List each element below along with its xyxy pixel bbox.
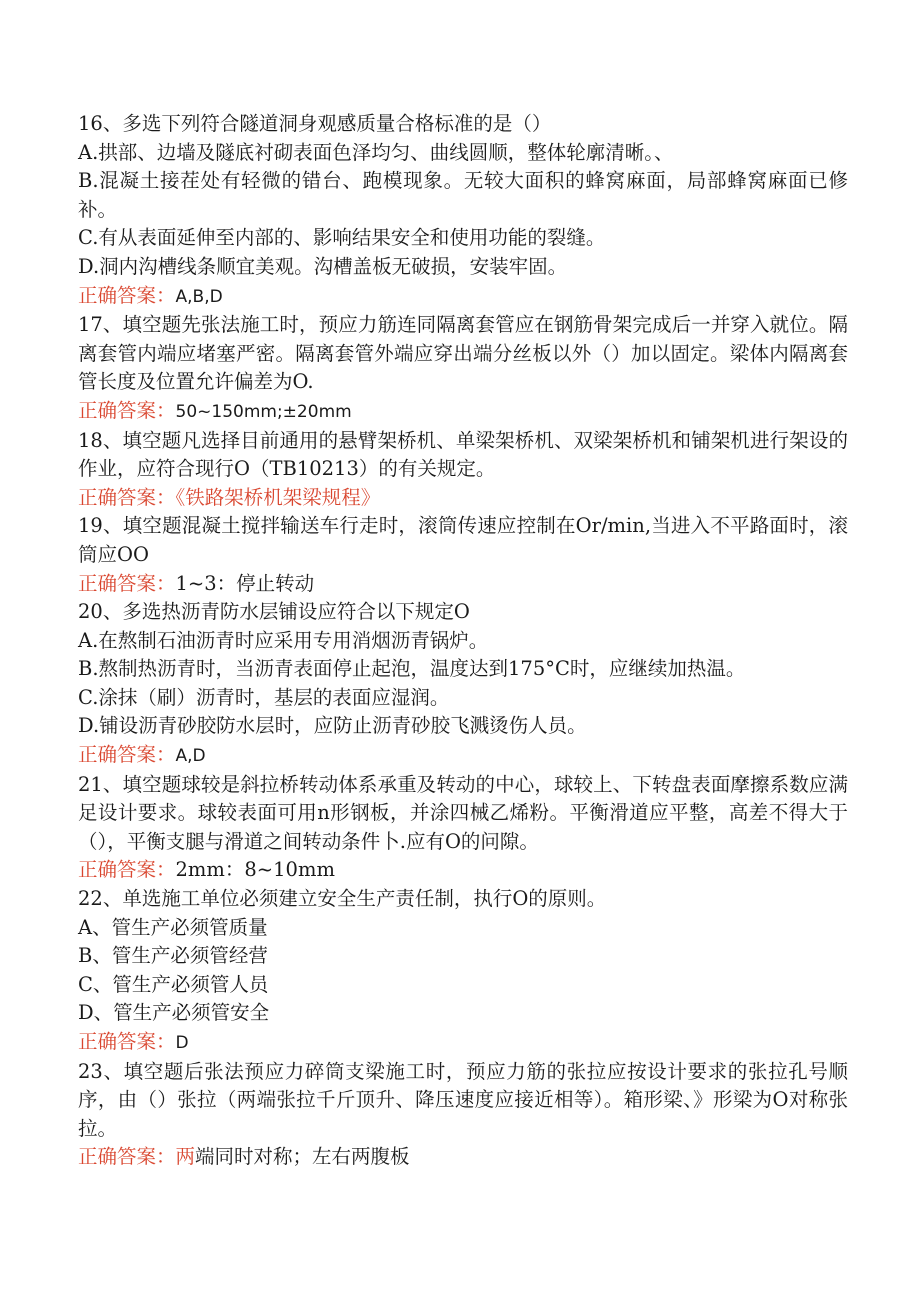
answer-value: A,D bbox=[175, 746, 206, 767]
answer-label: 正确答案： bbox=[78, 858, 176, 882]
question-stem: 16、多选下列符合隧道洞身观感质量合格标准的是（） bbox=[78, 112, 552, 135]
answer-value: 1~3：停止转动 bbox=[175, 571, 315, 595]
answer-value: 《铁路架桥机架梁规程》 bbox=[175, 485, 381, 509]
question-17 bbox=[78, 311, 848, 426]
correct-answer bbox=[78, 282, 848, 312]
question-stem: 23、填空题后张法预应力碎筒支梁施工时，预应力筋的张拉应按设计要求的张拉孔号顺序，由（）张拉（两端张拉千斤顶升、降压速度应接近相等）。箱形梁、》形梁为O对称张拉。 bbox=[78, 1059, 848, 1140]
answer-label: 正确答案： bbox=[78, 1145, 176, 1169]
correct-answer bbox=[78, 1028, 848, 1058]
question-stem: 18、填空题凡选择目前通用的悬臂架桥机、单梁架桥机、双梁架桥机和铺架机进行架设的作业，应符合现行O（TB10213）的有关规定。 bbox=[78, 428, 848, 481]
option-d: D.洞内沟槽线条顺宜美观。沟槽盖板无破损，安装牢固。 bbox=[78, 254, 568, 278]
option-c: C.有从表面延伸至内部的、影响结果安全和使用功能的裂缝。 bbox=[78, 226, 606, 250]
correct-answer bbox=[78, 1143, 848, 1172]
correct-answer bbox=[78, 570, 848, 599]
question-22 bbox=[78, 885, 848, 1058]
answer-value: 2mm：8~10mm bbox=[175, 858, 335, 882]
answer-value-rest: 端同时对称；左右两腹板 bbox=[195, 1145, 410, 1169]
answer-label: 正确答案： bbox=[78, 283, 176, 307]
option-a: A、管生产必须管质量 bbox=[78, 915, 268, 939]
correct-answer bbox=[78, 397, 848, 427]
question-18 bbox=[78, 427, 848, 513]
option-b: B.熬制热沥青时，当沥青表面停止起泡，温度达到175°C时，应继续加热温。 bbox=[78, 657, 746, 681]
option-a: A.拱部、边墙及隧底衬砌表面色泽均匀、曲线圆顺，整体轮廓清晰。、 bbox=[78, 140, 674, 164]
option-b: B、管生产必须管经营 bbox=[78, 944, 268, 968]
question-stem: 21、填空题球较是斜拉桥转动体系承重及转动的中心，球较上、下转盘表面摩擦系数应满足设计要求。球较表面可用n形钢板，并涂四械乙烯粉。平衡滑道应平整，高差不得大于（），平衡支腿与滑道之间转动条件卜.应有O的问隙。 bbox=[78, 772, 848, 853]
question-23 bbox=[78, 1058, 848, 1172]
question-16 bbox=[78, 110, 848, 311]
answer-label: 正确答案： bbox=[78, 485, 176, 509]
option-d: D、管生产必须管安全 bbox=[78, 1001, 270, 1025]
option-a: A.在熬制石油沥青时应采用专用消烟沥青锅炉。 bbox=[78, 628, 489, 652]
answer-label: 正确答案： bbox=[78, 571, 176, 595]
answer-label: 正确答案： bbox=[78, 398, 176, 422]
question-stem: 17、填空题先张法施工时，预应力筋连同隔离套管应在钢筋骨架完成后一并穿入就位。隔离套管内端应堵塞严密。隔离套管外端应穿出端分丝板以外（）加以固定。梁体内隔离套管长度及位置允许偏差为O. bbox=[78, 313, 848, 394]
option-b: B.混凝土接茬处有轻微的错台、跑模现象。无较大面积的蜂窝麻面，局部蜂窝麻面已修补。 bbox=[78, 169, 848, 221]
answer-value: 50~150mm;±20mm bbox=[175, 401, 352, 422]
question-stem: 19、填空题混凝土搅拌输送车行走时，滚筒传速应控制在Or/min,当进入不平路面时，滚筒应OO bbox=[78, 514, 848, 566]
option-c: C.涂抹（刷）沥青时，基层的表面应湿润。 bbox=[78, 685, 450, 709]
answer-value: D bbox=[175, 1033, 189, 1053]
answer-value: A,B,D bbox=[175, 286, 223, 307]
option-c: C、管生产必须管人员 bbox=[78, 972, 269, 996]
question-stem: 20、多选热沥青防水层铺设应符合以下规定O bbox=[78, 600, 470, 624]
question-20 bbox=[78, 598, 848, 771]
correct-answer bbox=[78, 856, 848, 885]
question-stem: 22、单选施工单位必须建立安全生产责任制，执行O的原则。 bbox=[78, 887, 607, 911]
question-19 bbox=[78, 512, 848, 598]
answer-value-first: 两 bbox=[175, 1145, 196, 1169]
option-d: D.铺设沥青砂胶防水层时，应防止沥青砂胶飞溅烫伤人员。 bbox=[78, 714, 587, 738]
correct-answer bbox=[78, 741, 848, 771]
document-body bbox=[78, 110, 848, 1172]
correct-answer bbox=[78, 484, 848, 513]
answer-label: 正确答案： bbox=[78, 1030, 176, 1053]
question-21 bbox=[78, 771, 848, 885]
answer-label: 正确答案： bbox=[78, 743, 176, 767]
